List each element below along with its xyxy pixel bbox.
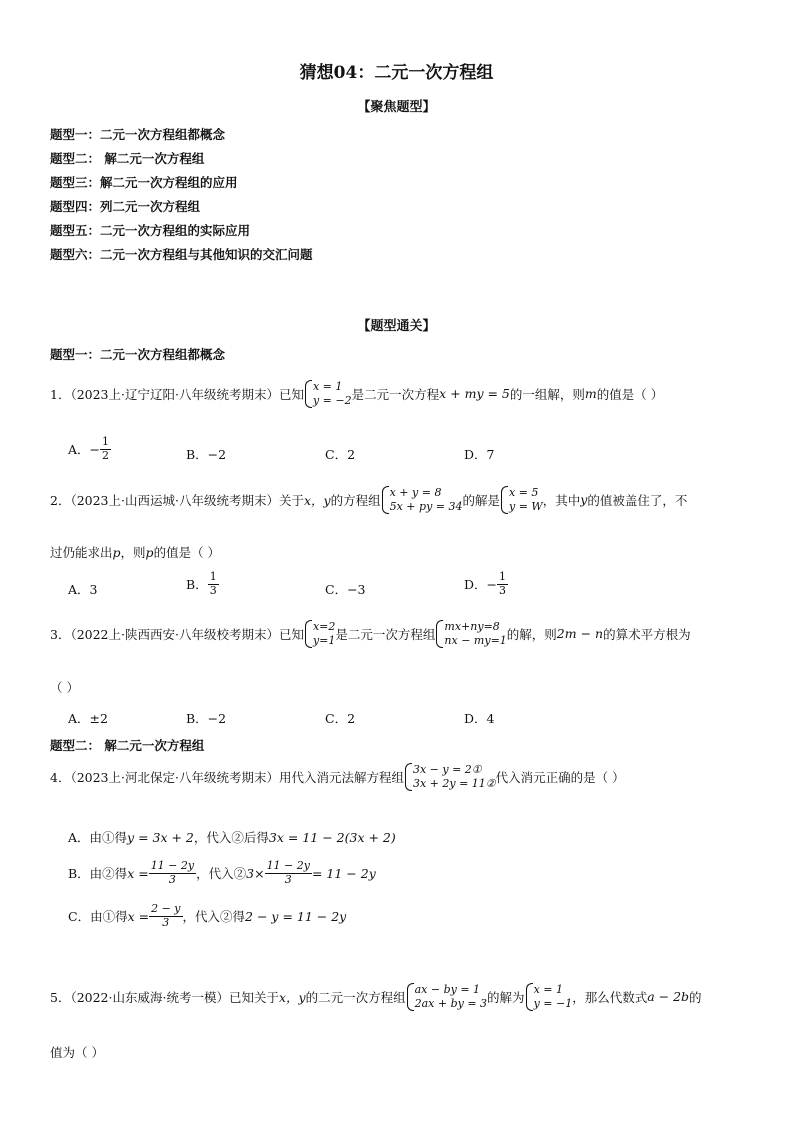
q2-option-b[interactable]: B． $\frac{1}{3}$ bbox=[186, 570, 217, 597]
q4-option-c[interactable]: C．由①得 x = $\frac{2 - y}{3}$ ，代入②得 2 − y = 11 − 2y bbox=[68, 902, 347, 929]
q2-equation-system: x + y = 8 5x + py = 34 bbox=[381, 486, 463, 514]
focus-item-5: 题型五：二元一次方程组的实际应用 bbox=[50, 223, 251, 238]
q1-solution-system: x = 1 y = −2 bbox=[304, 380, 352, 408]
q3-option-a[interactable]: A．±2 bbox=[68, 711, 108, 726]
q5-solution-system: x = 1 y = −1 bbox=[525, 983, 573, 1011]
category-1-heading: 题型一：二元一次方程组都概念 bbox=[50, 347, 226, 362]
pass-header: 【题型通关】 bbox=[357, 319, 436, 334]
q2-solution-system: x = 5 y = W bbox=[500, 486, 543, 514]
question-4: 4．（2023上·河北保定·八年级统考期末）用代入消元法解方程组 3x − y = 2① 3x + 2y = 11② 代入消元正确的是（ ） bbox=[50, 763, 625, 790]
question-1: 1．（2023上·辽宁辽阳·八年级统考期末）已知 x = 1 y = −2 是二元一次方程 x + my = 5 的一组解，则 m 的值是（ ） bbox=[50, 380, 664, 407]
focus-item-4: 题型四：列二元一次方程组 bbox=[50, 199, 201, 214]
q1-option-d[interactable]: D．7 bbox=[464, 447, 495, 462]
q5-equation-system: ax − by = 1 2ax + by = 3 bbox=[406, 983, 487, 1011]
q3-equation-system: mx+ny=8 nx − my=1 bbox=[435, 620, 506, 648]
q4-equation-system: 3x − y = 2① 3x + 2y = 11② bbox=[404, 763, 496, 791]
question-3-line2: （ ） bbox=[50, 680, 79, 695]
q3-option-d[interactable]: D．4 bbox=[464, 711, 495, 726]
question-2: 2．（2023上·山西运城·八年级统考期末）关于 x，y 的方程组 x + y = 8 5x + py = 34 的解是 x = 5 y = W ，其中 y 的值被盖住了，不 bbox=[50, 486, 688, 513]
question-5-line2: 值为（ ） bbox=[50, 1045, 104, 1060]
question-3: 3．（2022上·陕西西安·八年级校考期末）已知 x=2 y=1 是二元一次方程组 mx+ny=8 nx − my=1 的解，则 2m − n 的算术平方根为 bbox=[50, 620, 691, 647]
q3-option-c[interactable]: C．2 bbox=[325, 711, 356, 726]
focus-item-6: 题型六：二元一次方程组与其他知识的交汇问题 bbox=[50, 247, 313, 262]
q3-solution-system: x=2 y=1 bbox=[304, 620, 335, 648]
q1-option-a[interactable]: A．− $\frac{1}{2}$ bbox=[68, 435, 110, 462]
q1-option-b[interactable]: B．−2 bbox=[186, 447, 227, 462]
question-5: 5．（2022·山东威海·统考一模）已知关于 x，y 的二元一次方程组 ax − by = 1 2ax + by = 3 的解为 x = 1 y = −1 ，那么代数式 a − 2b 的 bbox=[50, 983, 702, 1010]
focus-header: 【聚焦题型】 bbox=[357, 100, 436, 115]
q2-option-a[interactable]: A．3 bbox=[68, 582, 98, 597]
focus-item-1: 题型一：二元一次方程组都概念 bbox=[50, 127, 226, 142]
q3-option-b[interactable]: B．−2 bbox=[186, 711, 227, 726]
q4-option-a[interactable]: A．由①得y = 3x + 2，代入②后得3x = 11 − 2(3x + 2) bbox=[68, 830, 396, 845]
q2-option-d[interactable]: D．− $\frac{1}{3}$ bbox=[464, 570, 506, 597]
q2-option-c[interactable]: C．−3 bbox=[325, 582, 366, 597]
page-title: 猜想04：二元一次方程组 bbox=[299, 63, 494, 83]
q4-option-b[interactable]: B．由②得 x = $\frac{11 - 2y}{3}$ ，代入② 3× $\frac{11 - 2y}{3}$ = 11 − 2y bbox=[68, 859, 376, 886]
question-2-line2: 过仍能求出p，则p的值是（ ） bbox=[50, 545, 221, 560]
q1-option-c[interactable]: C．2 bbox=[325, 447, 356, 462]
focus-item-2: 题型二： 解二元一次方程组 bbox=[50, 151, 205, 166]
category-2-heading: 题型二： 解二元一次方程组 bbox=[50, 738, 205, 753]
focus-item-3: 题型三：解二元一次方程组的应用 bbox=[50, 175, 238, 190]
